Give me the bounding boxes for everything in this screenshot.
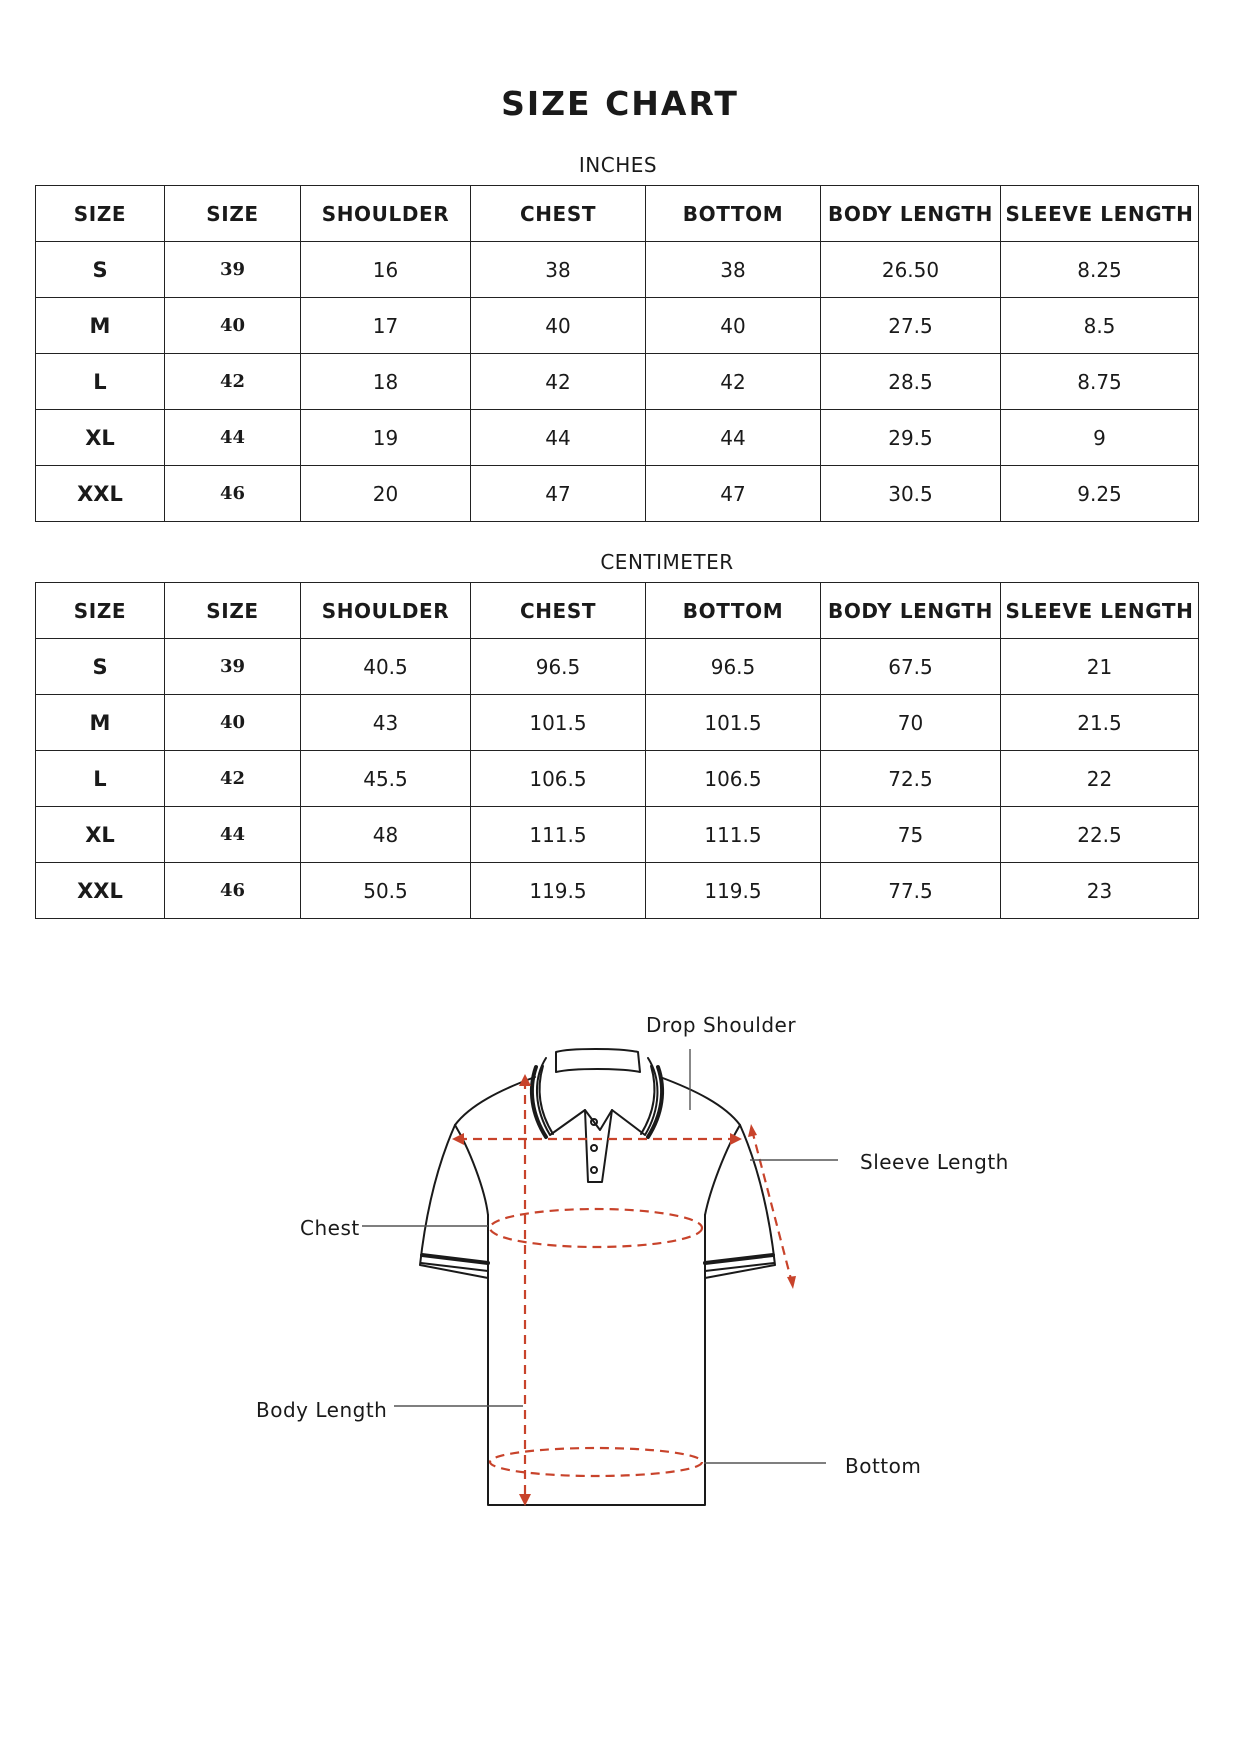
table-cell: 96.5 [471, 639, 646, 695]
table-cell: 29.5 [821, 410, 1001, 466]
table-cell: 46 [165, 466, 301, 522]
table-cell: 42 [646, 354, 821, 410]
page-title: SIZE CHART [501, 84, 739, 123]
table-row [36, 695, 1199, 751]
centimeter-table [35, 582, 1199, 919]
measurement-guides [458, 1080, 792, 1500]
column-header: BODY LENGTH [821, 186, 1001, 242]
table-cell: 9.25 [1001, 466, 1199, 522]
table-cell: S [36, 242, 165, 298]
table-cell: 16 [301, 242, 471, 298]
table-cell: 9 [1001, 410, 1199, 466]
column-header: CHEST [471, 583, 646, 639]
table-cell: S [36, 639, 165, 695]
column-header: SLEEVE LENGTH [1001, 186, 1199, 242]
table-cell: 101.5 [646, 695, 821, 751]
table-cell: 40.5 [301, 639, 471, 695]
column-header: SIZE [36, 186, 165, 242]
table-cell: 42 [165, 354, 301, 410]
table-cell: 26.50 [821, 242, 1001, 298]
table-cell: 111.5 [646, 807, 821, 863]
table-cell: 77.5 [821, 863, 1001, 919]
measurement-arrowheads [452, 1074, 796, 1506]
table-cell: 17 [301, 298, 471, 354]
table-cell: 40 [165, 298, 301, 354]
table-cell: 8.5 [1001, 298, 1199, 354]
table-cell: XL [36, 410, 165, 466]
table-cell: 48 [301, 807, 471, 863]
table-cell: 42 [471, 354, 646, 410]
table-cell: M [36, 695, 165, 751]
table-cell: 40 [471, 298, 646, 354]
column-header: SIZE [36, 583, 165, 639]
inches-table [35, 185, 1199, 522]
body-length-label: Body Length [256, 1398, 388, 1422]
sleeve-length-label: Sleeve Length [860, 1150, 1009, 1174]
table-cell: 46 [165, 863, 301, 919]
chest-label: Chest [300, 1216, 360, 1240]
table-cell: 8.25 [1001, 242, 1199, 298]
table-cell: 30.5 [821, 466, 1001, 522]
table-cell: 119.5 [471, 863, 646, 919]
column-header: BODY LENGTH [821, 583, 1001, 639]
table-cell: 50.5 [301, 863, 471, 919]
table-cell: 23 [1001, 863, 1199, 919]
column-header: CHEST [471, 186, 646, 242]
table-row [36, 807, 1199, 863]
table-row [36, 354, 1199, 410]
table-cell: L [36, 751, 165, 807]
table-cell: 75 [821, 807, 1001, 863]
table-cell: 96.5 [646, 639, 821, 695]
column-header: SIZE [165, 186, 301, 242]
table-cell: 40 [165, 695, 301, 751]
table-cell: 21.5 [1001, 695, 1199, 751]
table-cell: 18 [301, 354, 471, 410]
column-header: BOTTOM [646, 583, 821, 639]
table-cell: 19 [301, 410, 471, 466]
table-cell: 39 [165, 639, 301, 695]
table-cell: 44 [165, 807, 301, 863]
centimeter-caption: CENTIMETER [600, 550, 734, 574]
table-header-row [36, 583, 1199, 639]
table-cell: 42 [165, 751, 301, 807]
table-cell: 22 [1001, 751, 1199, 807]
table-cell: 8.75 [1001, 354, 1199, 410]
table-cell: L [36, 354, 165, 410]
table-row [36, 863, 1199, 919]
table-cell: 27.5 [821, 298, 1001, 354]
drop-shoulder-label: Drop Shoulder [646, 1013, 797, 1037]
table-cell: 106.5 [646, 751, 821, 807]
column-header: SHOULDER [301, 186, 471, 242]
table-cell: 38 [646, 242, 821, 298]
bottom-label: Bottom [845, 1454, 922, 1478]
table-cell: XXL [36, 466, 165, 522]
table-cell: 70 [821, 695, 1001, 751]
inches-caption: INCHES [578, 153, 658, 177]
table-cell: 43 [301, 695, 471, 751]
table-cell: XXL [36, 863, 165, 919]
table-row [36, 410, 1199, 466]
column-header: SLEEVE LENGTH [1001, 583, 1199, 639]
table-cell: M [36, 298, 165, 354]
table-cell: 106.5 [471, 751, 646, 807]
table-cell: XL [36, 807, 165, 863]
table-cell: 28.5 [821, 354, 1001, 410]
table-cell: 47 [646, 466, 821, 522]
shirt-outline [420, 1049, 775, 1505]
column-header: SIZE [165, 583, 301, 639]
table-cell: 22.5 [1001, 807, 1199, 863]
table-cell: 67.5 [821, 639, 1001, 695]
leader-lines [362, 1049, 838, 1463]
table-cell: 44 [471, 410, 646, 466]
table-row [36, 298, 1199, 354]
table-cell: 20 [301, 466, 471, 522]
table-cell: 21 [1001, 639, 1199, 695]
table-cell: 47 [471, 466, 646, 522]
table-cell: 40 [646, 298, 821, 354]
table-cell: 39 [165, 242, 301, 298]
table-row [36, 639, 1199, 695]
column-header: SHOULDER [301, 583, 471, 639]
table-row [36, 242, 1199, 298]
table-cell: 38 [471, 242, 646, 298]
table-header-row [36, 186, 1199, 242]
table-cell: 45.5 [301, 751, 471, 807]
table-row [36, 751, 1199, 807]
table-cell: 119.5 [646, 863, 821, 919]
table-cell: 72.5 [821, 751, 1001, 807]
table-cell: 44 [165, 410, 301, 466]
column-header: BOTTOM [646, 186, 821, 242]
table-cell: 111.5 [471, 807, 646, 863]
table-cell: 44 [646, 410, 821, 466]
table-cell: 101.5 [471, 695, 646, 751]
table-row [36, 466, 1199, 522]
